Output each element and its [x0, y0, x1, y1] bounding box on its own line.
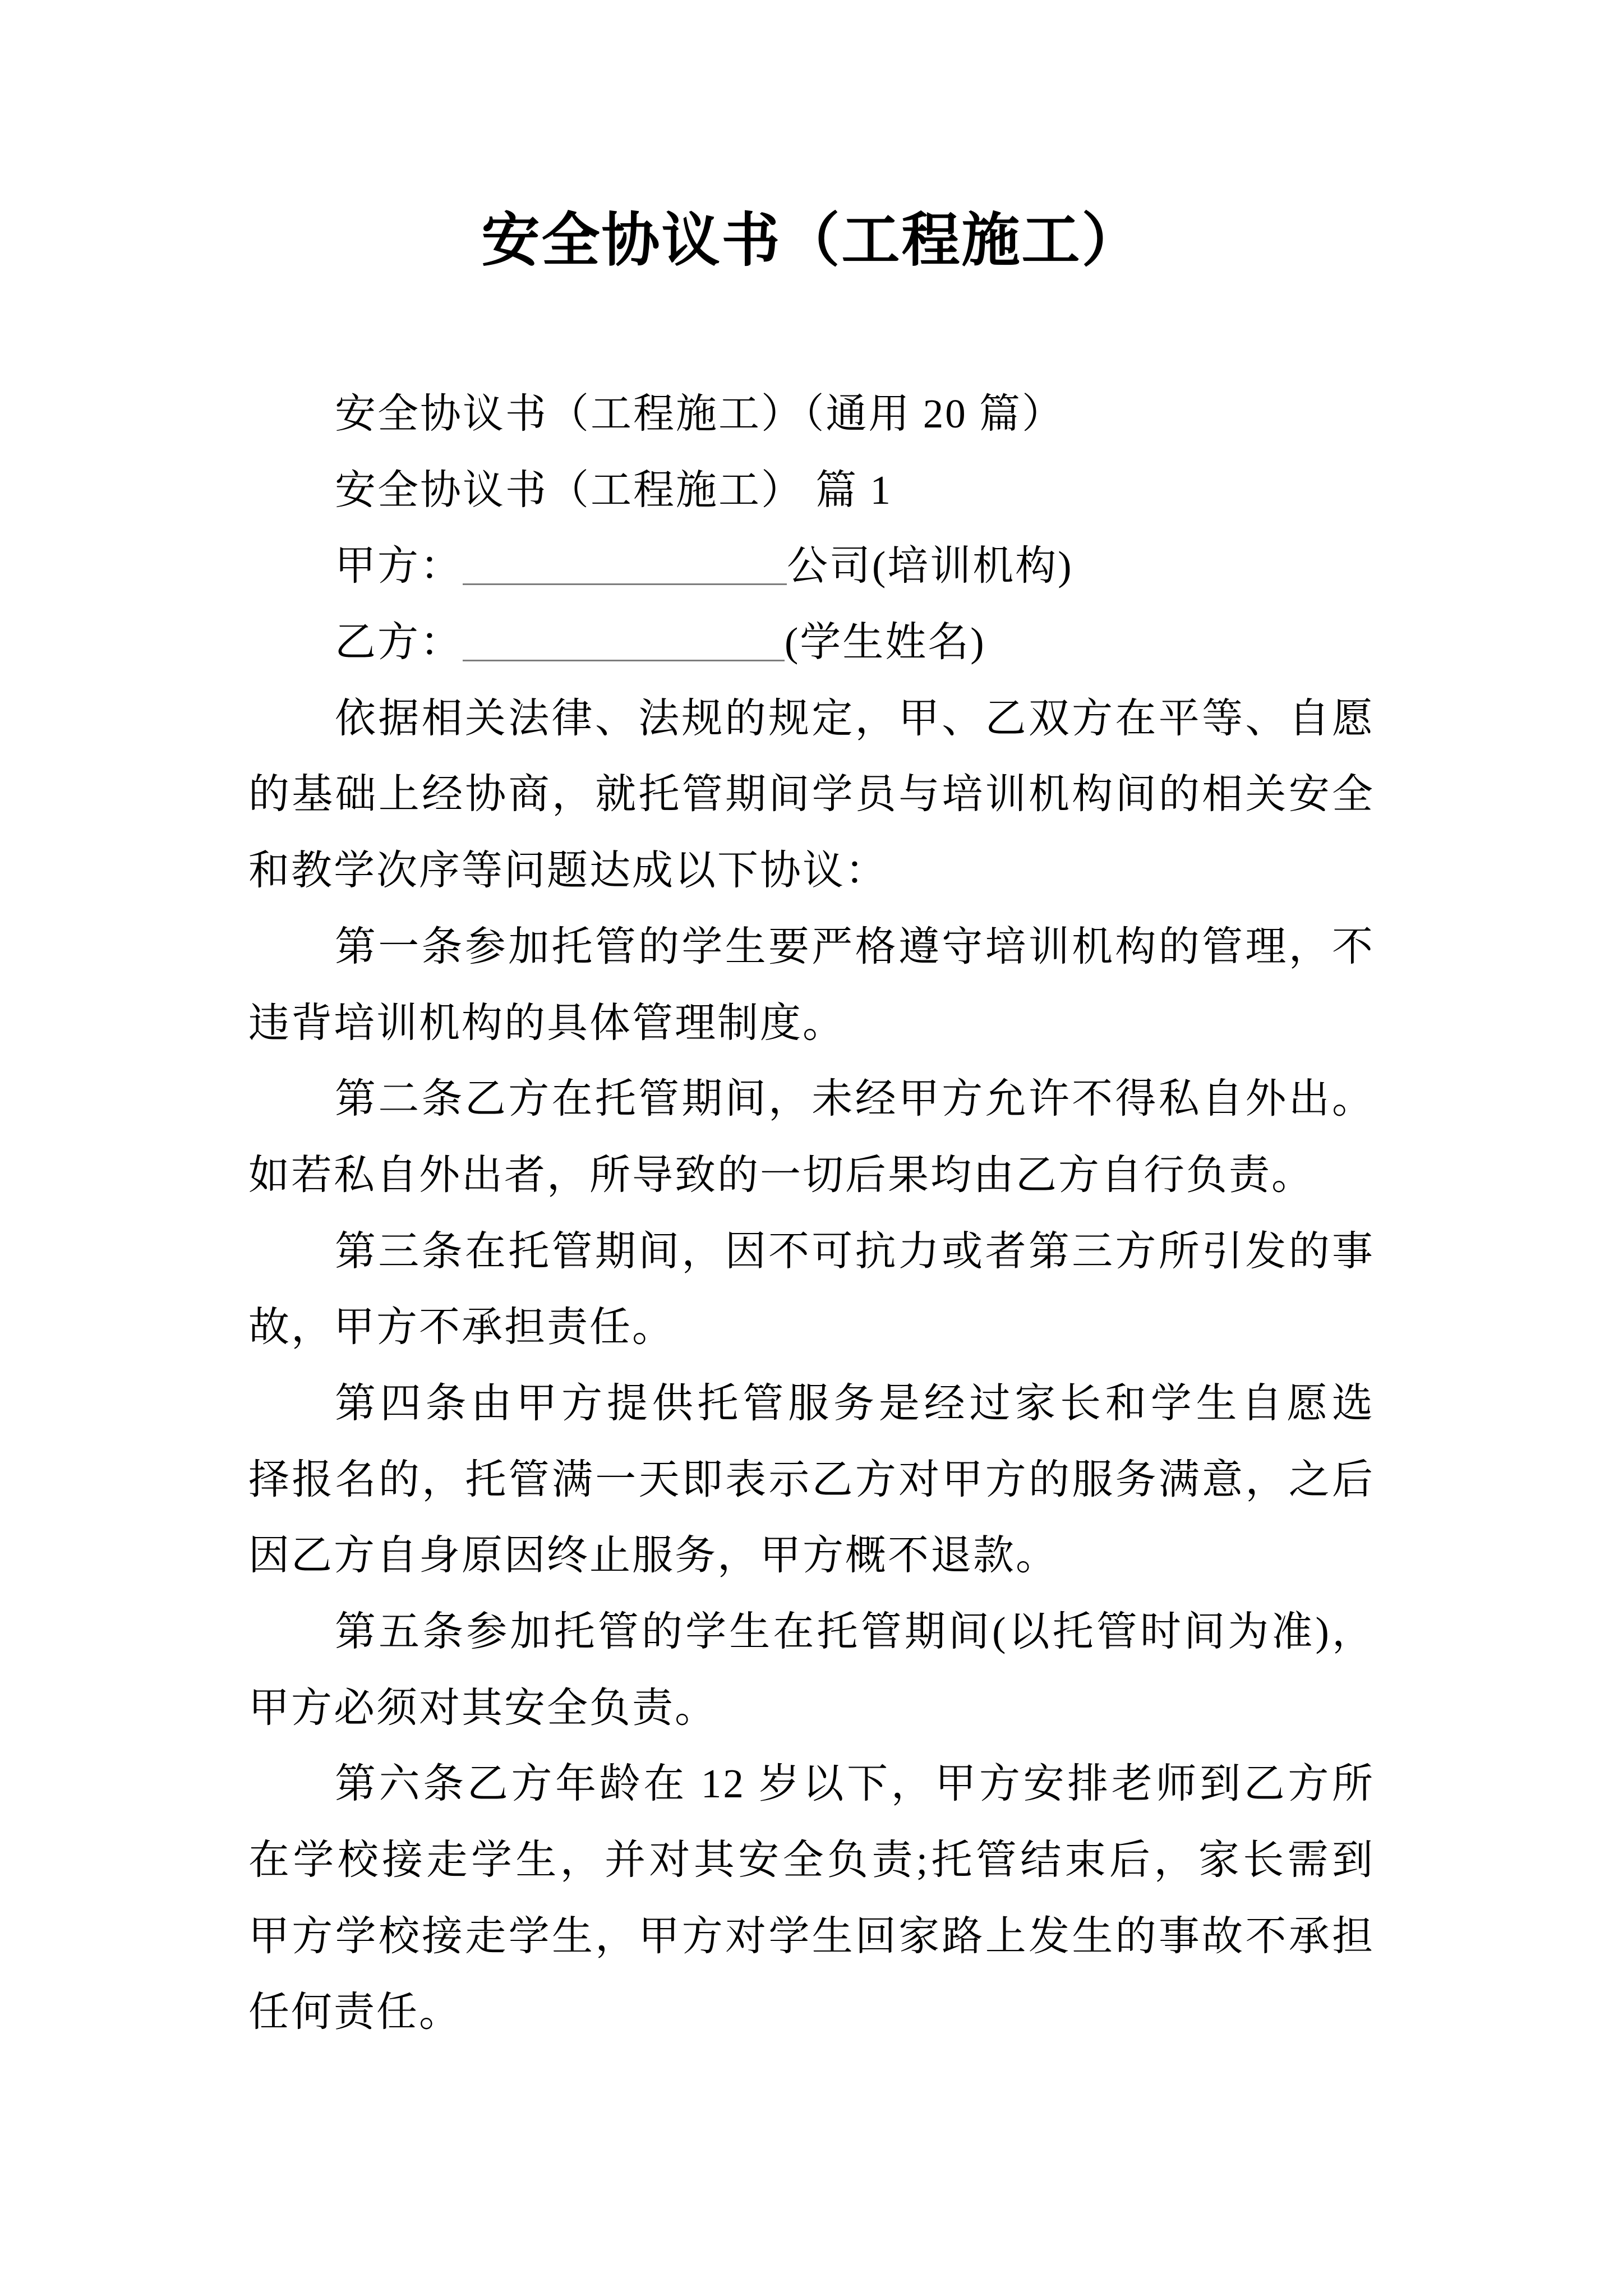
- paragraph-line: 依据相关法律、法规的规定，甲、乙双方在平等、自愿: [335, 695, 1375, 741]
- paragraph-line: 和教学次序等问题达成以下协议：: [248, 848, 888, 894]
- collection-title-line: 安全协议书（工程施工）（通用 20 篇）: [335, 391, 1064, 436]
- paragraph-line: 的基础上经协商，就托管期间学员与培训机构间的相关安全: [248, 771, 1375, 817]
- article-6-paragraph: [248, 1746, 1375, 2050]
- paragraph-line: 第一条参加托管的学生要严格遵守培训机构的管理，不: [335, 923, 1375, 969]
- document-body: [248, 376, 1375, 2050]
- party-b-label: 乙方：: [335, 619, 463, 665]
- intro-paragraph: [248, 680, 1375, 909]
- party-b-blank: [463, 659, 785, 661]
- party-a-blank: [463, 583, 787, 585]
- party-a-suffix: 公司(培训机构): [787, 543, 1073, 589]
- article-3-paragraph: [248, 1213, 1375, 1365]
- party-b-line: [248, 604, 1375, 680]
- paragraph-line: 甲方必须对其安全负责。: [248, 1685, 717, 1731]
- paragraph-line: 如若私自外出者，所导致的一切后果均由乙方自行负责。: [248, 1152, 1314, 1198]
- section-heading: 安全协议书（工程施工） 篇 1: [335, 467, 892, 513]
- article-2-paragraph: [248, 1061, 1375, 1213]
- paragraph-line: 第六条乙方年龄在 12 岁以下，甲方安排老师到乙方所: [335, 1761, 1375, 1807]
- paragraph-line: 任何责任。: [248, 1989, 462, 2035]
- paragraph-line: 第三条在托管期间，因不可抗力或者第三方所引发的事: [335, 1228, 1375, 1274]
- paragraph-line: 在学校接走学生，并对其安全负责;托管结束后，家长需到: [248, 1837, 1375, 1883]
- paragraph-line: 违背培训机构的具体管理制度。: [248, 1000, 845, 1046]
- party-a-label: 甲方：: [335, 543, 463, 589]
- party-b-suffix: (学生姓名): [785, 619, 986, 665]
- paragraph-line: 第二条乙方在托管期间，未经甲方允许不得私自外出。: [335, 1076, 1375, 1122]
- document-title: 安全协议书（工程施工）: [481, 209, 1142, 273]
- paragraph-line: 因乙方自身原因终止服务，甲方概不退款。: [248, 1533, 1058, 1579]
- article-5-paragraph: [248, 1594, 1375, 1746]
- paragraph-line: 第四条由甲方提供托管服务是经过家长和学生自愿选: [335, 1380, 1375, 1426]
- article-1-paragraph: [248, 909, 1375, 1061]
- paragraph-line: 甲方学校接走学生，甲方对学生回家路上发生的事故不承担: [248, 1913, 1375, 1959]
- article-4-paragraph: [248, 1365, 1375, 1594]
- paragraph-line: 故，甲方不承担责任。: [248, 1304, 675, 1350]
- party-a-line: [248, 528, 1375, 604]
- paragraph-line: 择报名的，托管满一天即表示乙方对甲方的服务满意，之后: [248, 1456, 1375, 1502]
- paragraph-line: 第五条参加托管的学生在托管期间(以托管时间为准)，: [335, 1609, 1375, 1654]
